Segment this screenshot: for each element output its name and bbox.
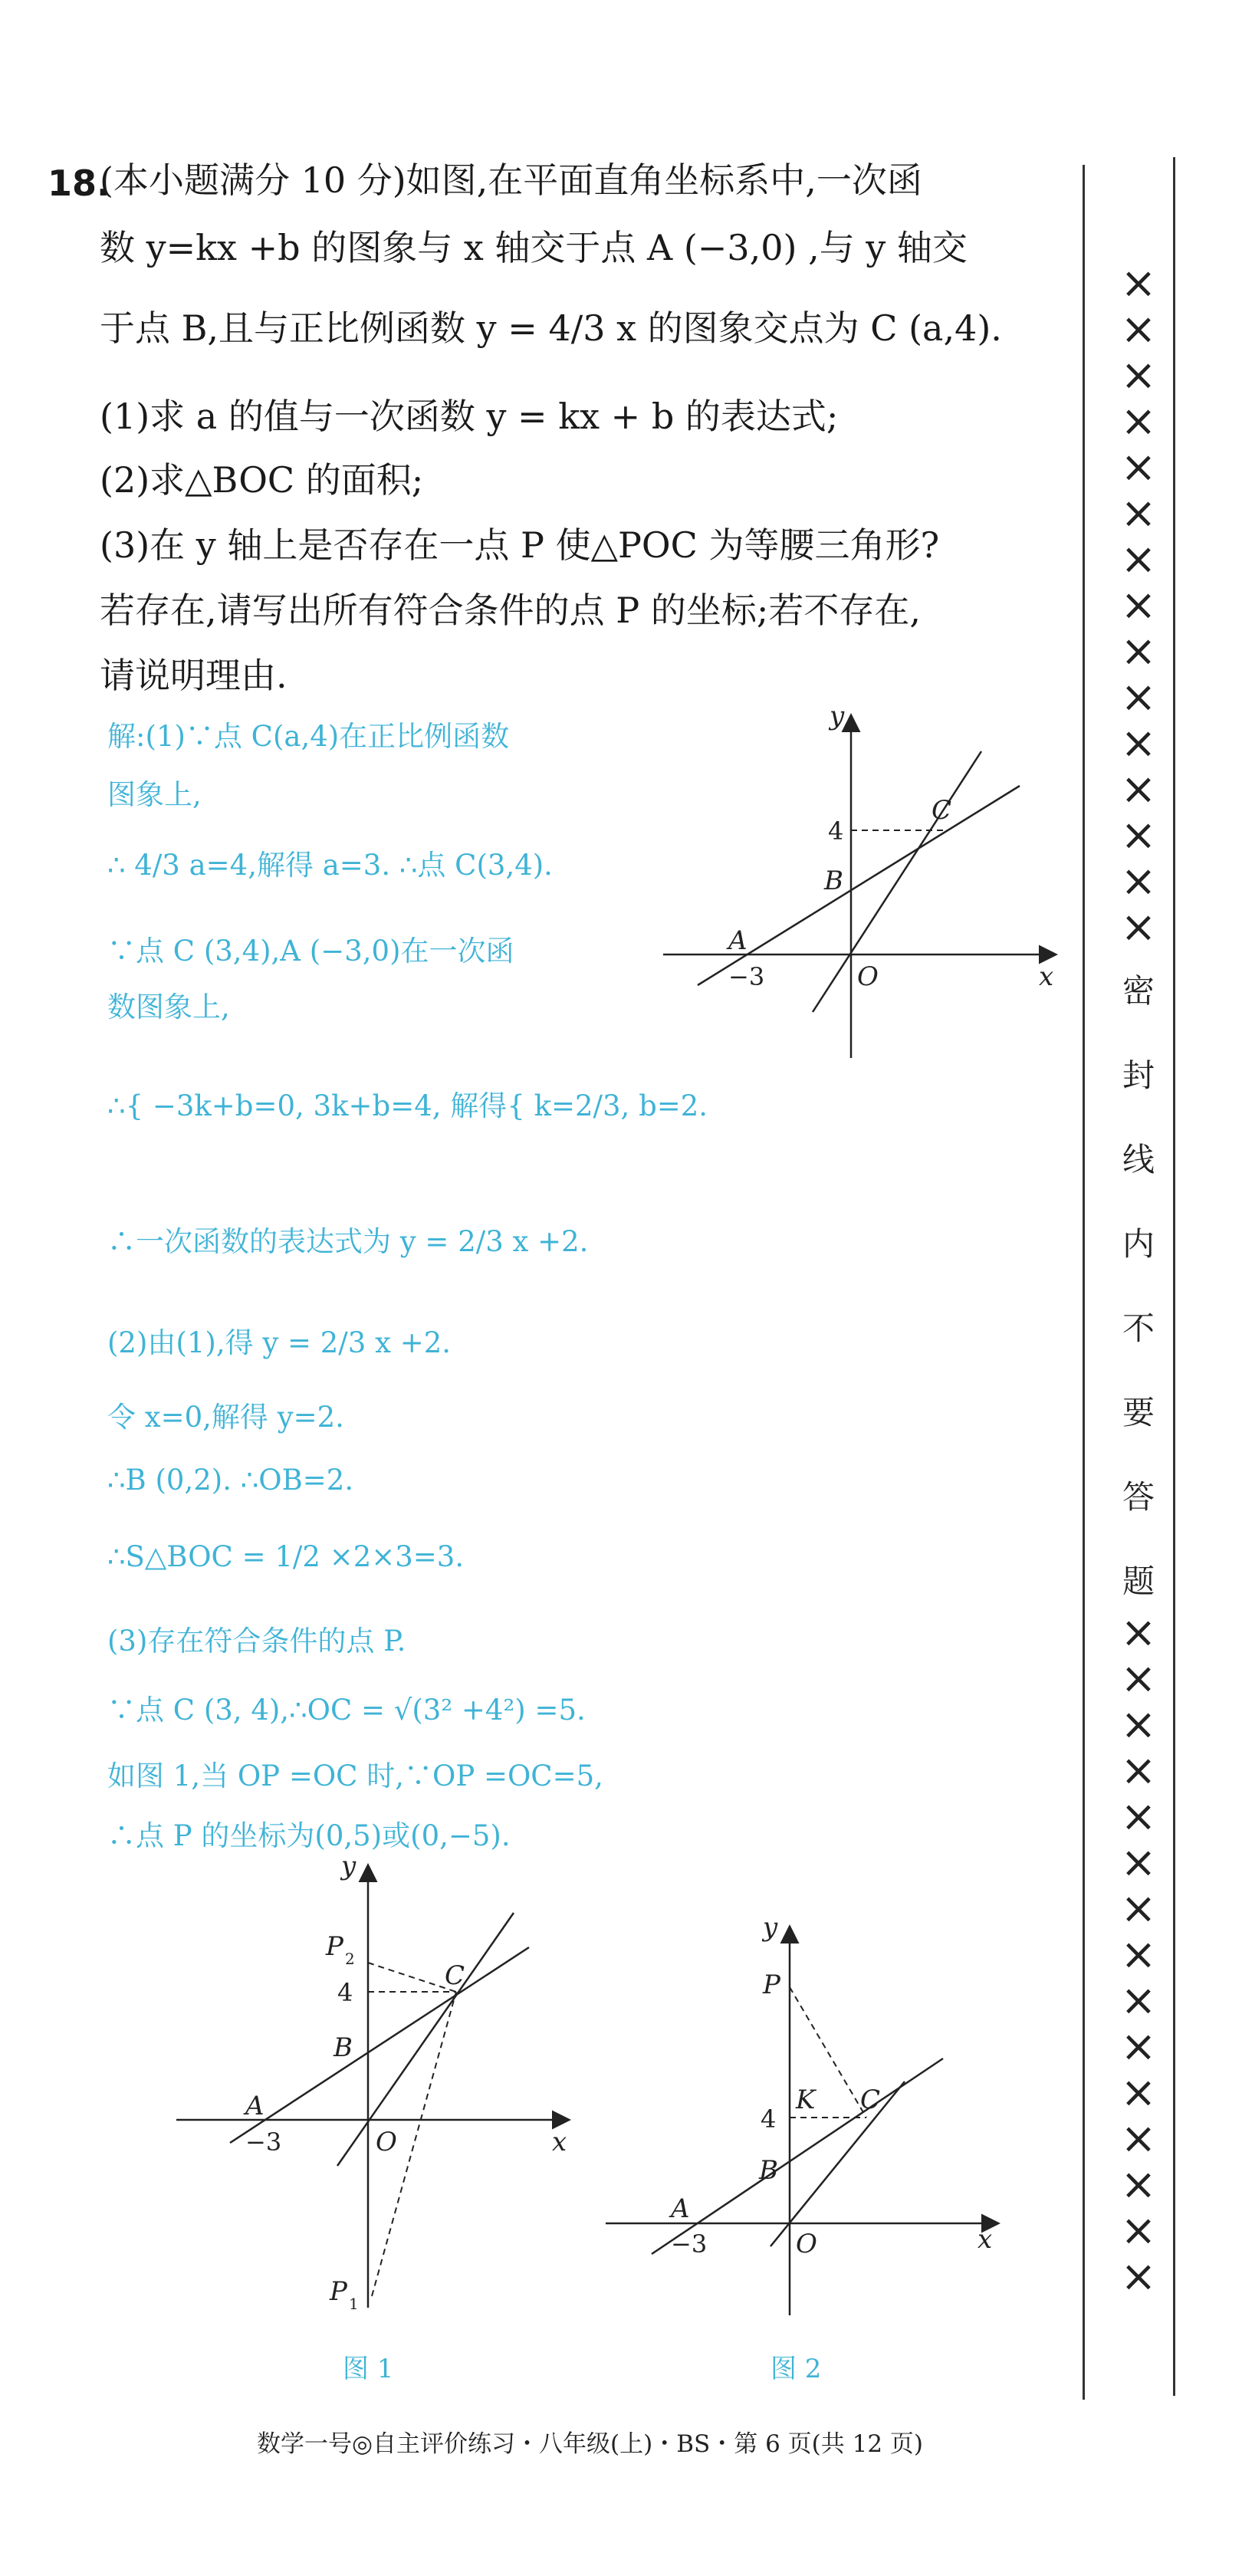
- question-line-3: 于点 B,且与正比例函数 y = 4/3 x 的图象交点为 C (a,4).: [100, 307, 1002, 349]
- solution-line-13: ∵点 C (3, 4),∴OC = √(3² +4²) =5.: [107, 1694, 586, 1727]
- c-label: C: [932, 795, 952, 826]
- p2-label: P: [326, 1931, 343, 1962]
- solution-line-8: (2)由(1),得 y = 2/3 x +2.: [107, 1326, 452, 1359]
- solution-line-14: 如图 1,当 OP =OC 时,∵OP =OC=5,: [107, 1760, 603, 1792]
- seal-char-3: 线: [1122, 1141, 1155, 1178]
- o-label: O: [376, 2127, 397, 2157]
- p-label: P: [763, 1970, 780, 2000]
- line-oc: [337, 1913, 514, 2166]
- o-label: O: [796, 2229, 817, 2259]
- x-label: x: [552, 2127, 567, 2157]
- solution-line-15: ∴点 P 的坐标为(0,5)或(0,−5).: [107, 1819, 511, 1852]
- b-label: B: [759, 2155, 778, 2186]
- four-label: 4: [828, 816, 844, 846]
- page-footer: 数学一号◎自主评价练习・八年级(上)・BS・第 6 页(共 12 页): [257, 2430, 924, 2458]
- x-label: x: [978, 2224, 993, 2255]
- seal-char-6: 要: [1122, 1394, 1155, 1431]
- a-label: A: [728, 925, 748, 956]
- neg3-label: −3: [245, 2128, 282, 2157]
- figure-2: [598, 1917, 1012, 2315]
- x-label: x: [1039, 961, 1054, 992]
- seal-char-2: 封: [1122, 1056, 1155, 1094]
- c-label: C: [445, 1960, 465, 1991]
- solution-line-12: (3)存在符合条件的点 P.: [107, 1625, 406, 1658]
- o-label: O: [857, 961, 879, 992]
- four-label: 4: [337, 1978, 353, 2007]
- seal-divider-top: [1173, 157, 1175, 2396]
- line-ab: [230, 1947, 529, 2143]
- y-label: y: [830, 705, 845, 731]
- question-line-8: 请说明理由.: [100, 655, 288, 696]
- solution-line-10: ∴B (0,2). ∴OB=2.: [107, 1464, 354, 1497]
- four-label: 4: [761, 2104, 777, 2134]
- neg3-label: −3: [671, 2229, 708, 2259]
- p1-sub: 1: [349, 2295, 359, 2313]
- solution-line-3: ∴ 4/3 a=4,解得 a=3. ∴点 C(3,4).: [107, 849, 553, 882]
- b-label: B: [824, 866, 843, 896]
- figure-1-caption: 图 1: [343, 2354, 394, 2384]
- seal-char-1: 密: [1122, 972, 1155, 1010]
- a-label: A: [671, 2193, 690, 2224]
- question-line-7: 若存在,请写出所有符合条件的点 P 的坐标;若不存在,: [100, 590, 921, 631]
- seal-divider-left: [1083, 165, 1085, 2400]
- neg3-label: −3: [728, 962, 765, 991]
- p2-sub: 2: [345, 1950, 355, 1968]
- figure-2-caption: 图 2: [770, 2354, 822, 2384]
- question-line-1: (本小题满分 10 分)如图,在平面直角坐标系中,一次函: [100, 159, 922, 201]
- main-figure: [652, 705, 1066, 1066]
- dash-p2c: [368, 1963, 456, 1992]
- solution-line-1: 解:(1)∵点 C(a,4)在正比例函数: [107, 720, 510, 753]
- solution-line-7: ∴一次函数的表达式为 y = 2/3 x +2.: [107, 1225, 589, 1258]
- y-label: y: [763, 1917, 778, 1943]
- solution-line-6: ∴{ −3k+b=0, 3k+b=4, 解得{ k=2/3, b=2.: [107, 1089, 708, 1122]
- question-line-5: (2)求△BOC 的面积;: [100, 459, 424, 501]
- solution-line-4: ∵点 C (3,4),A (−3,0)在一次函: [107, 935, 514, 968]
- seal-char-4: 内: [1122, 1225, 1155, 1263]
- question-line-4: (1)求 a 的值与一次函数 y = kx + b 的表达式;: [100, 396, 839, 437]
- seal-char-8: 题: [1122, 1562, 1155, 1600]
- solution-line-2: 图象上,: [107, 778, 202, 811]
- k-label: K: [796, 2085, 816, 2115]
- solution-line-11: ∴S△BOC = 1/2 ×2×3=3.: [107, 1540, 465, 1573]
- seal-char-5: 不: [1122, 1309, 1155, 1347]
- c-label: C: [860, 2085, 881, 2115]
- solution-line-5: 数图象上,: [107, 991, 230, 1024]
- question-number: 18.: [48, 163, 110, 204]
- question-line-2: 数 y=kx +b 的图象与 x 轴交于点 A (−3,0) ,与 y 轴交: [100, 227, 968, 268]
- seal-char-7: 答: [1122, 1478, 1155, 1516]
- b-label: B: [334, 2032, 353, 2063]
- y-label: y: [341, 1855, 356, 1881]
- question-line-6: (3)在 y 轴上是否存在一点 P 使△POC 为等腰三角形?: [100, 524, 940, 566]
- solution-line-9: 令 x=0,解得 y=2.: [107, 1401, 344, 1434]
- p1-label: P: [330, 2276, 347, 2307]
- a-label: A: [245, 2091, 264, 2121]
- figure-1: [169, 1855, 598, 2315]
